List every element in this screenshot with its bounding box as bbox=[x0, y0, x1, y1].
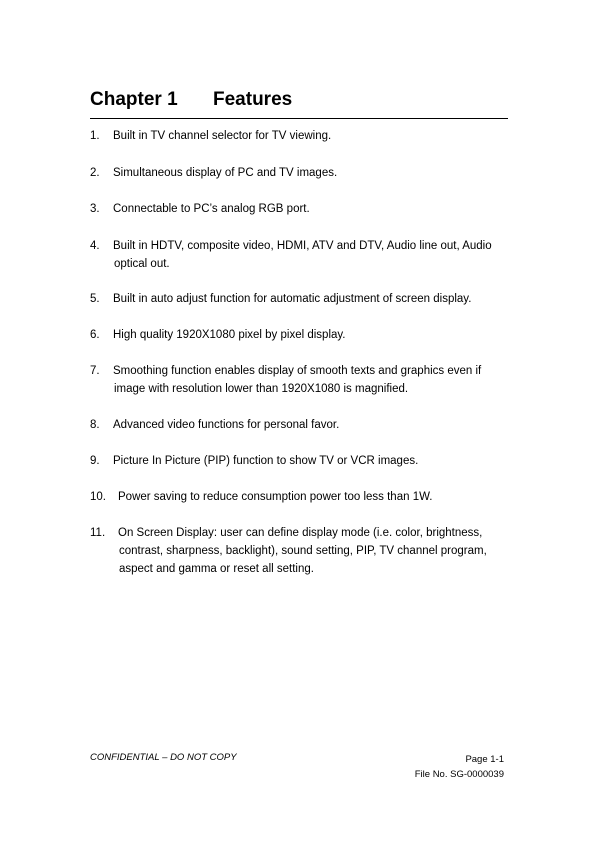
feature-text: Built in auto adjust function for automatic adjustment of screen display. bbox=[113, 293, 472, 305]
feature-list bbox=[90, 0, 520, 842]
file-number: File No. SG-0000039 bbox=[414, 769, 504, 780]
feature-item-10 bbox=[90, 488, 515, 506]
feature-number: 3. bbox=[90, 203, 100, 215]
feature-number: 9. bbox=[90, 455, 100, 467]
feature-text: High quality 1920X1080 pixel by pixel display. bbox=[113, 329, 346, 341]
chapter-number: Chapter 1 bbox=[90, 89, 178, 110]
feature-number: 10. bbox=[90, 491, 106, 503]
feature-item-8 bbox=[90, 416, 515, 434]
feature-number: 8. bbox=[90, 419, 100, 431]
confidential-notice: CONFIDENTIAL – DO NOT COPY bbox=[90, 752, 237, 763]
chapter-title: Features bbox=[213, 89, 293, 110]
feature-number: 6. bbox=[90, 329, 100, 341]
feature-item-1 bbox=[90, 127, 515, 145]
feature-text: Connectable to PC’s analog RGB port. bbox=[113, 203, 310, 215]
feature-number: 4. bbox=[90, 240, 100, 252]
feature-number: 5. bbox=[90, 293, 100, 305]
feature-number: 2. bbox=[90, 167, 100, 179]
feature-text: On Screen Display: user can define display mode (i.e. color, brightness, contrast, sharpness, backlight), sound setting, PIP, TV channel program, aspect and gamma or reset all setting. bbox=[118, 527, 487, 575]
feature-text: Built in HDTV, composite video, HDMI, ATV and DTV, Audio line out, Audio optical out. bbox=[113, 240, 492, 270]
feature-item-7 bbox=[90, 362, 515, 398]
feature-number: 11. bbox=[90, 527, 106, 539]
feature-text: Picture In Picture (PIP) function to show TV or VCR images. bbox=[113, 455, 419, 467]
feature-item-2 bbox=[90, 164, 515, 182]
feature-number: 1. bbox=[90, 130, 100, 142]
feature-item-3 bbox=[90, 200, 515, 218]
feature-item-11 bbox=[90, 524, 515, 578]
feature-item-6 bbox=[90, 326, 515, 344]
feature-item-4 bbox=[90, 237, 515, 273]
feature-text: Power saving to reduce consumption power too less than 1W. bbox=[118, 491, 433, 503]
feature-number: 7. bbox=[90, 365, 100, 377]
feature-item-5 bbox=[90, 290, 515, 308]
feature-text: Advanced video functions for personal favor. bbox=[113, 419, 340, 431]
feature-text: Built in TV channel selector for TV viewing. bbox=[113, 130, 332, 142]
page-number: Page 1-1 bbox=[465, 754, 504, 765]
page-footer-info bbox=[415, 752, 504, 782]
feature-item-9 bbox=[90, 452, 515, 470]
feature-text: Smoothing function enables display of smooth texts and graphics even if image with resolution lower than 1920X1080 is magnified. bbox=[113, 365, 482, 395]
feature-text: Simultaneous display of PC and TV images. bbox=[113, 167, 338, 179]
